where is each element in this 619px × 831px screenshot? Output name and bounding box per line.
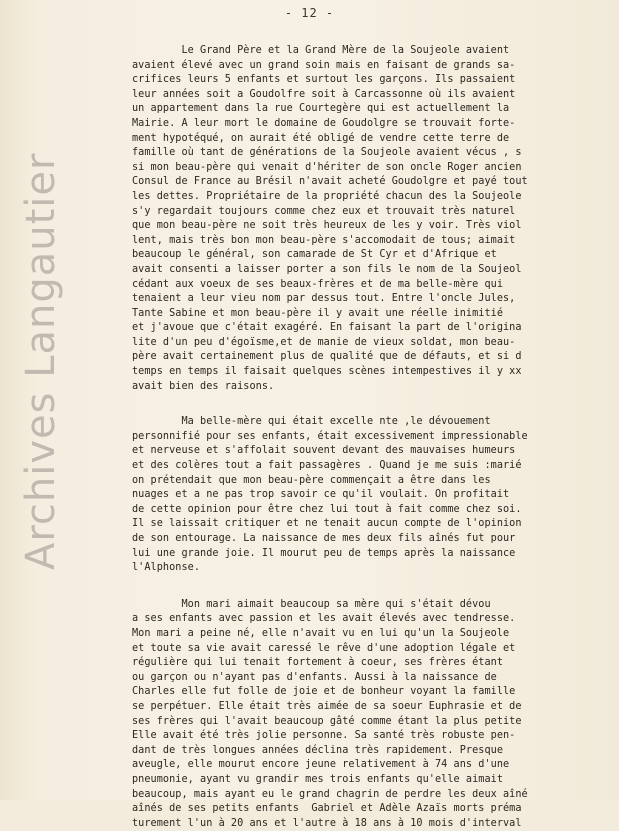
text-line: ment hypotéqué, on aurait été obligé de vendre cette terre de <box>132 132 510 144</box>
text-line: si mon beau-père qui venait d'hériter de son oncle Roger ancien <box>132 161 522 173</box>
text-line: beaucoup le général, son camarade de St Cyr et d'Afrique et <box>132 249 497 261</box>
text-line: aînés de ses petits enfants Gabriel et Adèle Azaïs morts préma <box>132 803 522 815</box>
text-line: l'Alphonse. <box>132 562 201 574</box>
text-line: Elle avait été très jolie personne. Sa santé très robuste pen- <box>132 730 516 742</box>
text-line: ou garçon ou n'ayant pas d'enfants. Aussi à la naissance de <box>132 671 497 683</box>
text-line: Consul de France au Brésil n'avait acheté Goudolgre et payé tout <box>132 176 528 188</box>
text-line: et toute sa vie avait caressé le rêve d'une adoption légale et <box>132 642 516 654</box>
text-line: a ses enfants avec passion et les avait élevés avec tendresse. <box>132 613 516 625</box>
text-line: avait bien des raisons. <box>132 380 275 392</box>
text-line: s'y regardait toujours comme chez eux et trouvait très naturel <box>132 205 516 217</box>
document-body <box>132 44 607 831</box>
text-line: famille où tant de générations de la Soujeole avaient vécus , s <box>132 147 522 159</box>
paragraph-husband-mother <box>132 598 607 831</box>
text-line: ses frères qui l'avait beaucoup gâté comme étant la plus petite <box>132 715 522 727</box>
text-line: tenaient a leur vieu nom par dessus tout. Entre l'oncle Jules, <box>132 293 516 305</box>
text-line: cédant aux voeux de ses beaux-frères et de ma belle-mère qui <box>132 278 504 290</box>
text-line: avait consenti a laisser porter a son fils le nom de la Soujeol <box>132 263 522 275</box>
text-line: de son entourage. La naissance de mes deux fils aînés fut pour <box>132 533 516 544</box>
text-line: beaucoup, mais ayant eu le grand chagrin de perdre les deux aîné <box>132 788 528 800</box>
text-line: Mairie. A leur mort le domaine de Goudolgre se trouvait forte- <box>132 117 516 129</box>
text-line: personnifié pour ses enfants, était excessivement impressionable <box>132 430 528 442</box>
text-line: les dettes. Propriétaire de la propriété chacun des la Soujeole <box>132 190 522 202</box>
text-line: avaient élevé avec un grand soin mais en faisant de grands sa- <box>132 59 516 71</box>
archive-watermark: Archives Langautier <box>18 152 64 570</box>
text-line: Tante Sabine et mon beau-père il y avait une réelle inimitié <box>132 307 504 319</box>
text-line: aveugle, elle mourut encore jeune relativement à 74 ans d'une <box>132 759 510 771</box>
text-line: père avait certainement plus de qualité que de défauts, et si d <box>132 351 522 363</box>
text-line: Ma belle-mère qui était excelle nte ,le dévouement <box>132 416 491 428</box>
text-line: on prétendait que mon beau-père commençait a être dans les <box>132 474 491 486</box>
text-line: Il se laissait critiquer et ne tenait aucun compte de l'opinion <box>132 518 522 530</box>
text-line: Mon mari aimait beaucoup sa mère qui s'était dévou <box>132 598 491 610</box>
text-line: et des colères tout a fait passagères . Quand je me suis :marié <box>132 460 522 472</box>
text-line: un appartement dans la rue Courtegère qui est actuellement la <box>132 103 510 115</box>
text-line: lui une grande joie. Il mourut peu de temps après la naissance <box>132 547 516 559</box>
text-line: temps en temps il faisait quelques scènes intempestives il y xx <box>132 366 522 378</box>
text-line: turement l'un à 20 ans et l'autre à 18 ans à 10 mois d'interval <box>132 817 522 829</box>
text-line: régulière qui lui tenait fortement à coeur, ses frères étant <box>132 657 504 669</box>
text-line: Mon mari a peine né, elle n'avait vu en lui qu'un la Soujeole <box>132 627 510 639</box>
text-line: que mon beau-père ne soit très heureux de les y voir. Très viol <box>132 220 522 232</box>
text-line: nuages et a ne pas trop savoir ce qu'il voulait. On profitait <box>132 489 510 501</box>
paragraph-mother-in-law <box>132 415 607 576</box>
text-line: pneumonie, ayant vu grandir mes trois enfants qu'elle aimait <box>132 773 504 785</box>
text-line: lite d'un peu d'égoïsme,et de manie de vieux soldat, mon beau- <box>132 336 516 348</box>
text-line: de cette opinion pour être chez lui tout à fait comme chez soi. <box>132 503 522 515</box>
text-line: Le Grand Père et la Grand Mère de la Soujeole avaient <box>132 45 510 56</box>
text-line: leur années soit a Goudolfre soit à Carcassonne où ils avaient <box>132 88 516 100</box>
text-line: dant de très longues années déclina très rapidement. Presque <box>132 744 504 756</box>
text-line: et nerveuse et s'affolait souvent devant des mauvaises humeurs <box>132 445 516 457</box>
text-line: lent, mais très bon mon beau-père s'accomodait de tous; aimait <box>132 234 516 246</box>
text-line: crifices leurs 5 enfants et surtout les garçons. Ils passaient <box>132 74 516 86</box>
paragraph-grandparents <box>132 44 607 394</box>
page-number: - 12 - <box>284 6 335 20</box>
text-line: Charles elle fut folle de joie et de bonheur voyant la famille <box>132 686 516 698</box>
text-line: se perpétuer. Elle était très aimée de sa soeur Euphrasie et de <box>132 700 522 712</box>
text-line: et j'avoue que c'était exagéré. En faisant la part de l'origina <box>132 322 522 334</box>
